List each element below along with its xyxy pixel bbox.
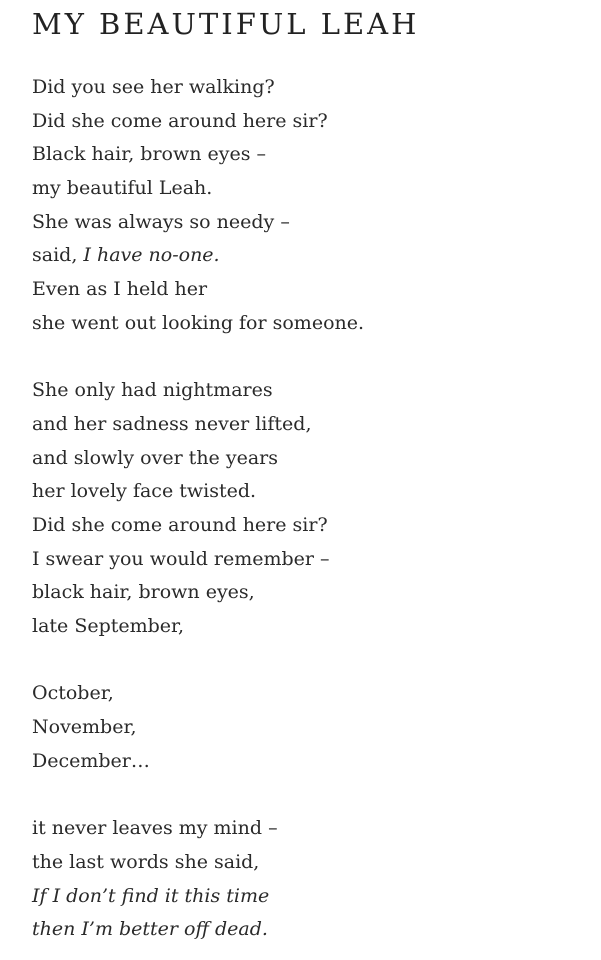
poem-line-italic: then I’m better off dead. (32, 918, 268, 941)
poem-line: and her sadness never lifted, (32, 412, 312, 435)
poem-line: and slowly over the years (32, 446, 278, 469)
poem-line: it never leaves my mind – (32, 817, 278, 840)
poem-line: Did she come around here sir? (32, 109, 328, 132)
poem-title: MY BEAUTIFUL LEAH (32, 7, 420, 41)
poem-line: October, (32, 682, 114, 705)
poem-page (32, 0, 592, 947)
stanza-4 (32, 812, 592, 947)
poem-line: the last words she said, (32, 850, 260, 873)
poem-line: November, (32, 716, 137, 739)
poem-line: black hair, brown eyes, (32, 581, 255, 604)
poem-line: I swear you would remember – (32, 547, 330, 570)
poem-body (32, 71, 592, 947)
poem-line: Black hair, brown eyes – (32, 143, 267, 166)
poem-line: her lovely face twisted. (32, 480, 257, 503)
poem-line: my beautiful Leah. (32, 177, 213, 200)
poem-line: Did she come around here sir? (32, 513, 328, 536)
poem-line-text: said, (32, 244, 84, 267)
poem-line: Did you see her walking? (32, 76, 275, 98)
poem-line-italic: I have no-one. (83, 244, 220, 267)
stanza-3 (32, 677, 592, 778)
poem-line: She only had nightmares (32, 379, 273, 402)
poem-line: late September, (32, 615, 185, 637)
poem-line-italic: If I don’t find it this time (32, 884, 270, 907)
poem-line: she went out looking for someone. (32, 311, 365, 334)
stanza-1 (32, 71, 592, 341)
stanza-2 (32, 374, 592, 644)
poem-line: Even as I held her (32, 278, 208, 301)
poem-line: She was always so needy – (32, 210, 290, 233)
poem-line (32, 239, 592, 273)
poem-line: December… (32, 749, 150, 772)
